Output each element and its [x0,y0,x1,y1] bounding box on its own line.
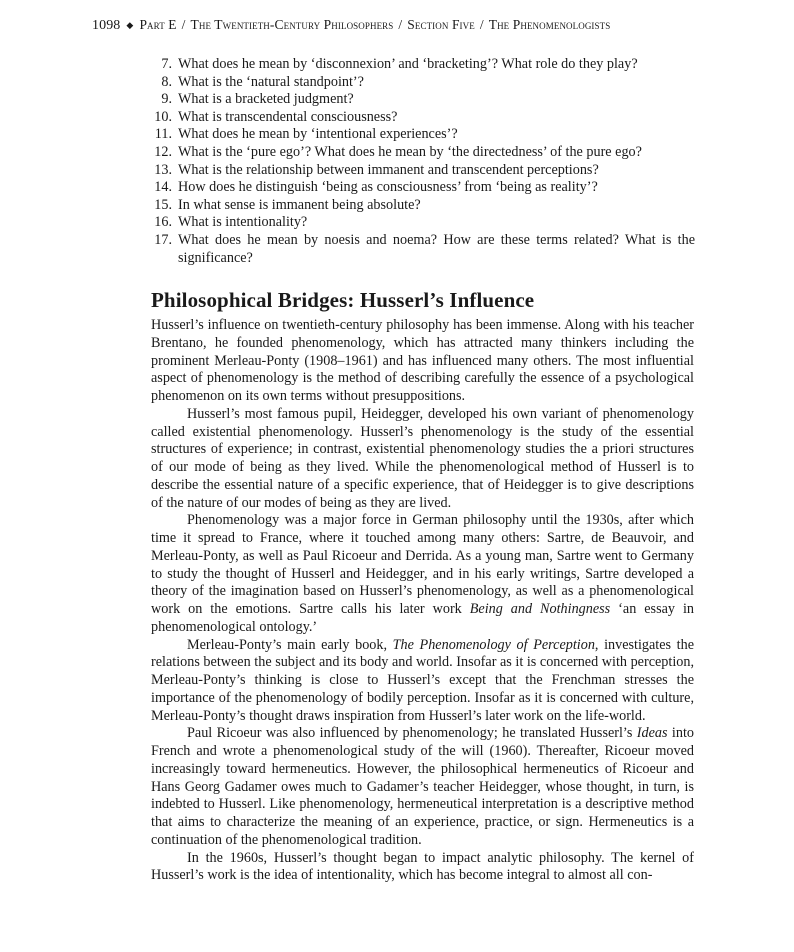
question-item: 11. What does he mean by ‘intentional experiences’? [154,126,458,143]
header-part: Part E [139,17,177,32]
header-section-title: The Phenomenologists [488,17,611,32]
study-questions-list [150,56,695,267]
question-item: 12. What is the ‘pure ego’? What does he mean by ‘the directedness’ of the pure ego? [154,143,642,160]
question-item: 10. What is transcendental consciousness? [154,108,398,125]
question-item: 16. What is intentionality? [154,214,308,231]
paragraph: Phenomenology was a major force in German philosophy until the 1930s, after which time it spread to France, where it touched among many others: Sartre, de Beauvoir, and Merleau-Ponty, as well as Paul Ricoeur and Derrida. As a young man, Sartre went to Germany to study the thought of Husserl and Heidegger, and in his early writings, Sartre developed a theory of the imagination based on Husserl’s phenomenology, as well as a phenomenological work on the emotions. Sartre calls his later work Being and Nothingness ‘an essay in phenomenological ontology.’ [151,512,694,635]
header-separator: / [398,17,403,32]
question-item: 13. What is the relationship between immanent and transcendent perceptions? [154,161,599,178]
header-separator: / [479,17,484,32]
diamond-bullet-icon: ◆ [126,20,134,30]
paragraph: Husserl’s influence on twentieth-century philosophy has been immense. Along with his teacher Brentano, he founded phenomenology, which has attracted many thinkers including the prominent Merleau-Ponty (1908–1961) and has influenced many others. The most influential aspect of phenomenology is the method of describing carefully the essence of a psychological phenomenon on its own terms without presuppositions. [151,317,694,404]
header-separator: / [181,17,186,32]
question-item: 9. What is a bracketed judgment? [161,91,354,108]
header-part-title: The Twentieth-Century Philosophers [190,17,394,32]
paragraph: Merleau-Ponty’s main early book, The Phenomenology of Perception, investigates the relations between the subject and its body and world. Insofar as it is concerned with perception, Merleau-Ponty’s thinking is close to Husserl’s except that the Frenchman stresses the importance of the phenomenology of bodily perception. Insofar as it is concerned with culture, Merleau-Ponty’s thought draws inspiration from Husserl’s later work on the life-world. [151,636,694,724]
question-item: 14. How does he distinguish ‘being as consciousness’ from ‘being as reality’? [154,179,598,196]
book-title: Being and Nothingness [469,601,611,617]
section-heading: Philosophical Bridges: Husserl’s Influence [151,288,535,312]
question-item: 7. What does he mean by ‘disconnexion’ and ‘bracketing’? What role do they play? [161,56,638,72]
article-body [151,317,694,885]
book-title: Ideas [636,725,668,742]
book-title: The Phenomenology of Perception [392,636,595,653]
header-section: Section Five [407,17,475,32]
question-item: 17. What does he mean by noesis and noema? How are these terms related? What is the significance? [154,231,695,266]
running-header [92,17,712,34]
paragraph: Paul Ricoeur was also influenced by phenomenology; he translated Husserl’s Ideas into French and wrote a phenomenological study of the will (1960). Thereafter, Ricoeur moved increasingly toward hermeneutics. However, the philosophical hermeneutics of Ricoeur and Hans Georg Gadamer owes much to Gadamer’s teacher Heidegger, whose thought, in turn, is indebted to Husserl. Like phenomenology, hermeneutical interpretation is a descriptive method that aims to characterize the meaning of an experience, practice, or sign. Hermeneutics is a continuation of the phenomenological tradition. [151,725,694,848]
question-item: 8. What is the ‘natural standpoint’? [161,73,364,90]
paragraph: Husserl’s most famous pupil, Heidegger, developed his own variant of phenomenology called existential phenomenology. Husserl’s phenomenology is the study of the essential structures of experience; in contrast, existential phenomenology studies the a priori structures of our mode of being as they lived. While the phenomenological method of Husserl is to describe the essential nature of a specific experience, that of Heidegger is to give descriptions of the nature of our modes of being as they are lived. [151,405,694,511]
paragraph: In the 1960s, Husserl’s thought began to impact analytic philosophy. The kernel of Husserl’s work is the idea of intentionality, which has become integral to almost all con- [151,849,694,884]
question-item: 15. In what sense is immanent being absolute? [154,196,421,213]
page-number: 1098 [92,18,121,33]
